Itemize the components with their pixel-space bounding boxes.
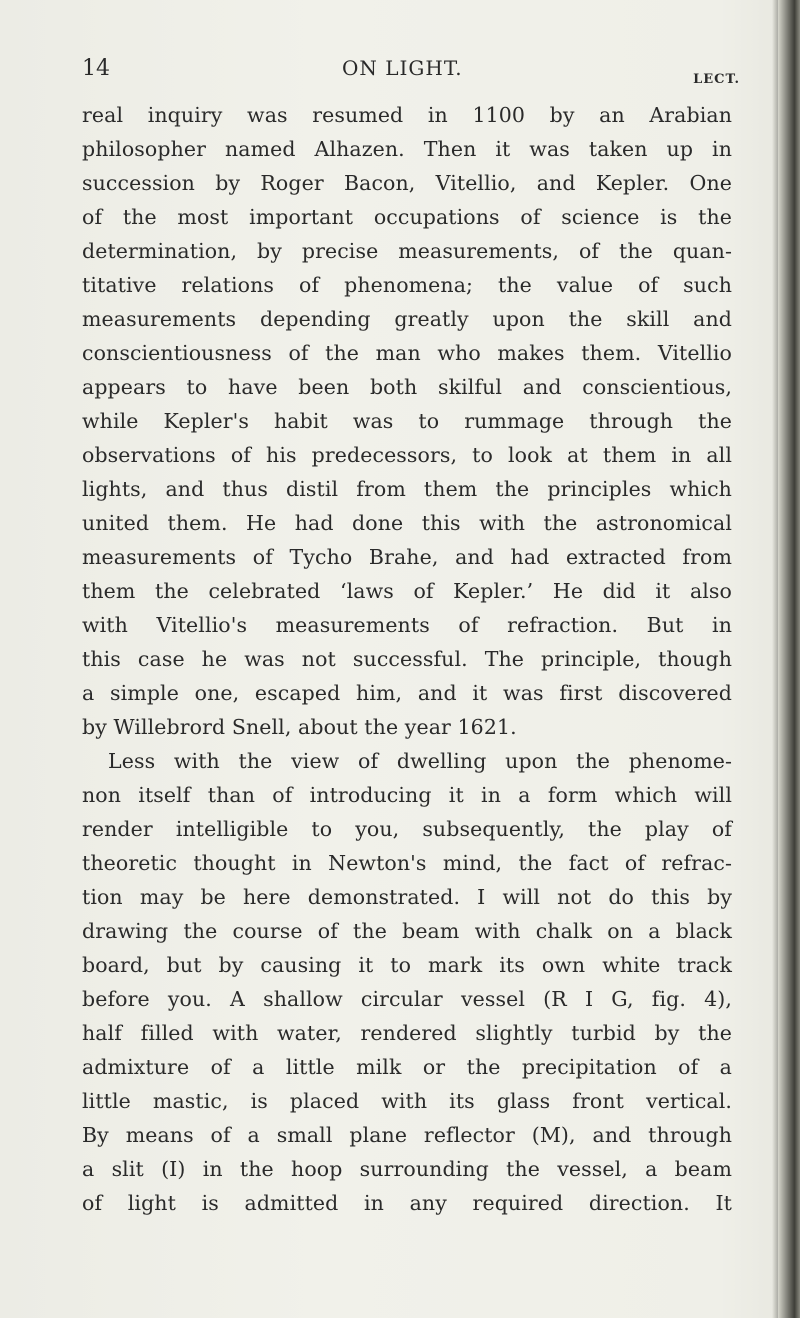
text-line: united them. He had done this with the astronomical: [82, 511, 732, 535]
text-line: appears to have been both skilful and conscientious,: [82, 375, 732, 399]
body-text: [82, 98, 732, 1220]
text-line: a simple one, escaped him, and it was first discovered: [82, 681, 732, 705]
text-line: of light is admitted in any required direction. It: [82, 1191, 732, 1215]
text-line: titative relations of phenomena; the value of such: [82, 273, 732, 297]
text-line: measurements depending greatly upon the skill and: [82, 307, 732, 331]
running-head: ON LIGHT.: [342, 56, 463, 80]
page-number: 14: [82, 56, 110, 81]
text-line: non itself than of introducing it in a form which will: [82, 783, 732, 807]
text-line: succession by Roger Bacon, Vitellio, and Kepler. One: [82, 171, 732, 195]
text-line: By means of a small plane reflector (M), and through: [82, 1123, 732, 1147]
text-line: admixture of a little milk or the precipitation of a: [82, 1055, 732, 1079]
text-line: of the most important occupations of science is the: [82, 205, 732, 229]
text-line: conscientiousness of the man who makes them. Vitellio: [82, 341, 732, 365]
text-line: before you. A shallow circular vessel (R I G, fig. 4),: [82, 987, 732, 1011]
text-line: drawing the course of the beam with chalk on a black: [82, 919, 732, 943]
text-line: real inquiry was resumed in 1100 by an Arabian: [82, 103, 732, 127]
section-mark: LECT.: [693, 72, 740, 87]
text-line: philosopher named Alhazen. Then it was taken up in: [82, 137, 732, 161]
paragraph-start-line: Less with the view of dwelling upon the phenome-: [108, 749, 732, 773]
text-line: a slit (I) in the hoop surrounding the vessel, a beam: [82, 1157, 732, 1181]
text-line: them the celebrated ‘laws of Kepler.’ He did it also: [82, 579, 732, 603]
text-line: theoretic thought in Newton's mind, the fact of refrac-: [82, 851, 732, 875]
text-line: board, but by causing it to mark its own white track: [82, 953, 732, 977]
text-line: with Vitellio's measurements of refraction. But in: [82, 613, 732, 637]
text-line: measurements of Tycho Brahe, and had extracted from: [82, 545, 732, 569]
text-line: while Kepler's habit was to rummage through the: [82, 409, 732, 433]
text-line: observations of his predecessors, to look at them in all: [82, 443, 732, 467]
text-line: half filled with water, rendered slightly turbid by the: [82, 1021, 732, 1045]
text-line: tion may be here demonstrated. I will not do this by: [82, 885, 732, 909]
text-line: lights, and thus distil from them the principles which: [82, 477, 732, 501]
book-spine: [778, 0, 800, 1318]
text-line: little mastic, is placed with its glass front vertical.: [82, 1089, 732, 1113]
text-line: render intelligible to you, subsequently, the play of: [82, 817, 732, 841]
text-line: this case he was not successful. The principle, though: [82, 647, 732, 671]
text-line: determination, by precise measurements, of the quan-: [82, 239, 732, 263]
paragraph-end-line: by Willebrord Snell, about the year 1621.: [82, 715, 517, 739]
page-header: [82, 50, 740, 90]
